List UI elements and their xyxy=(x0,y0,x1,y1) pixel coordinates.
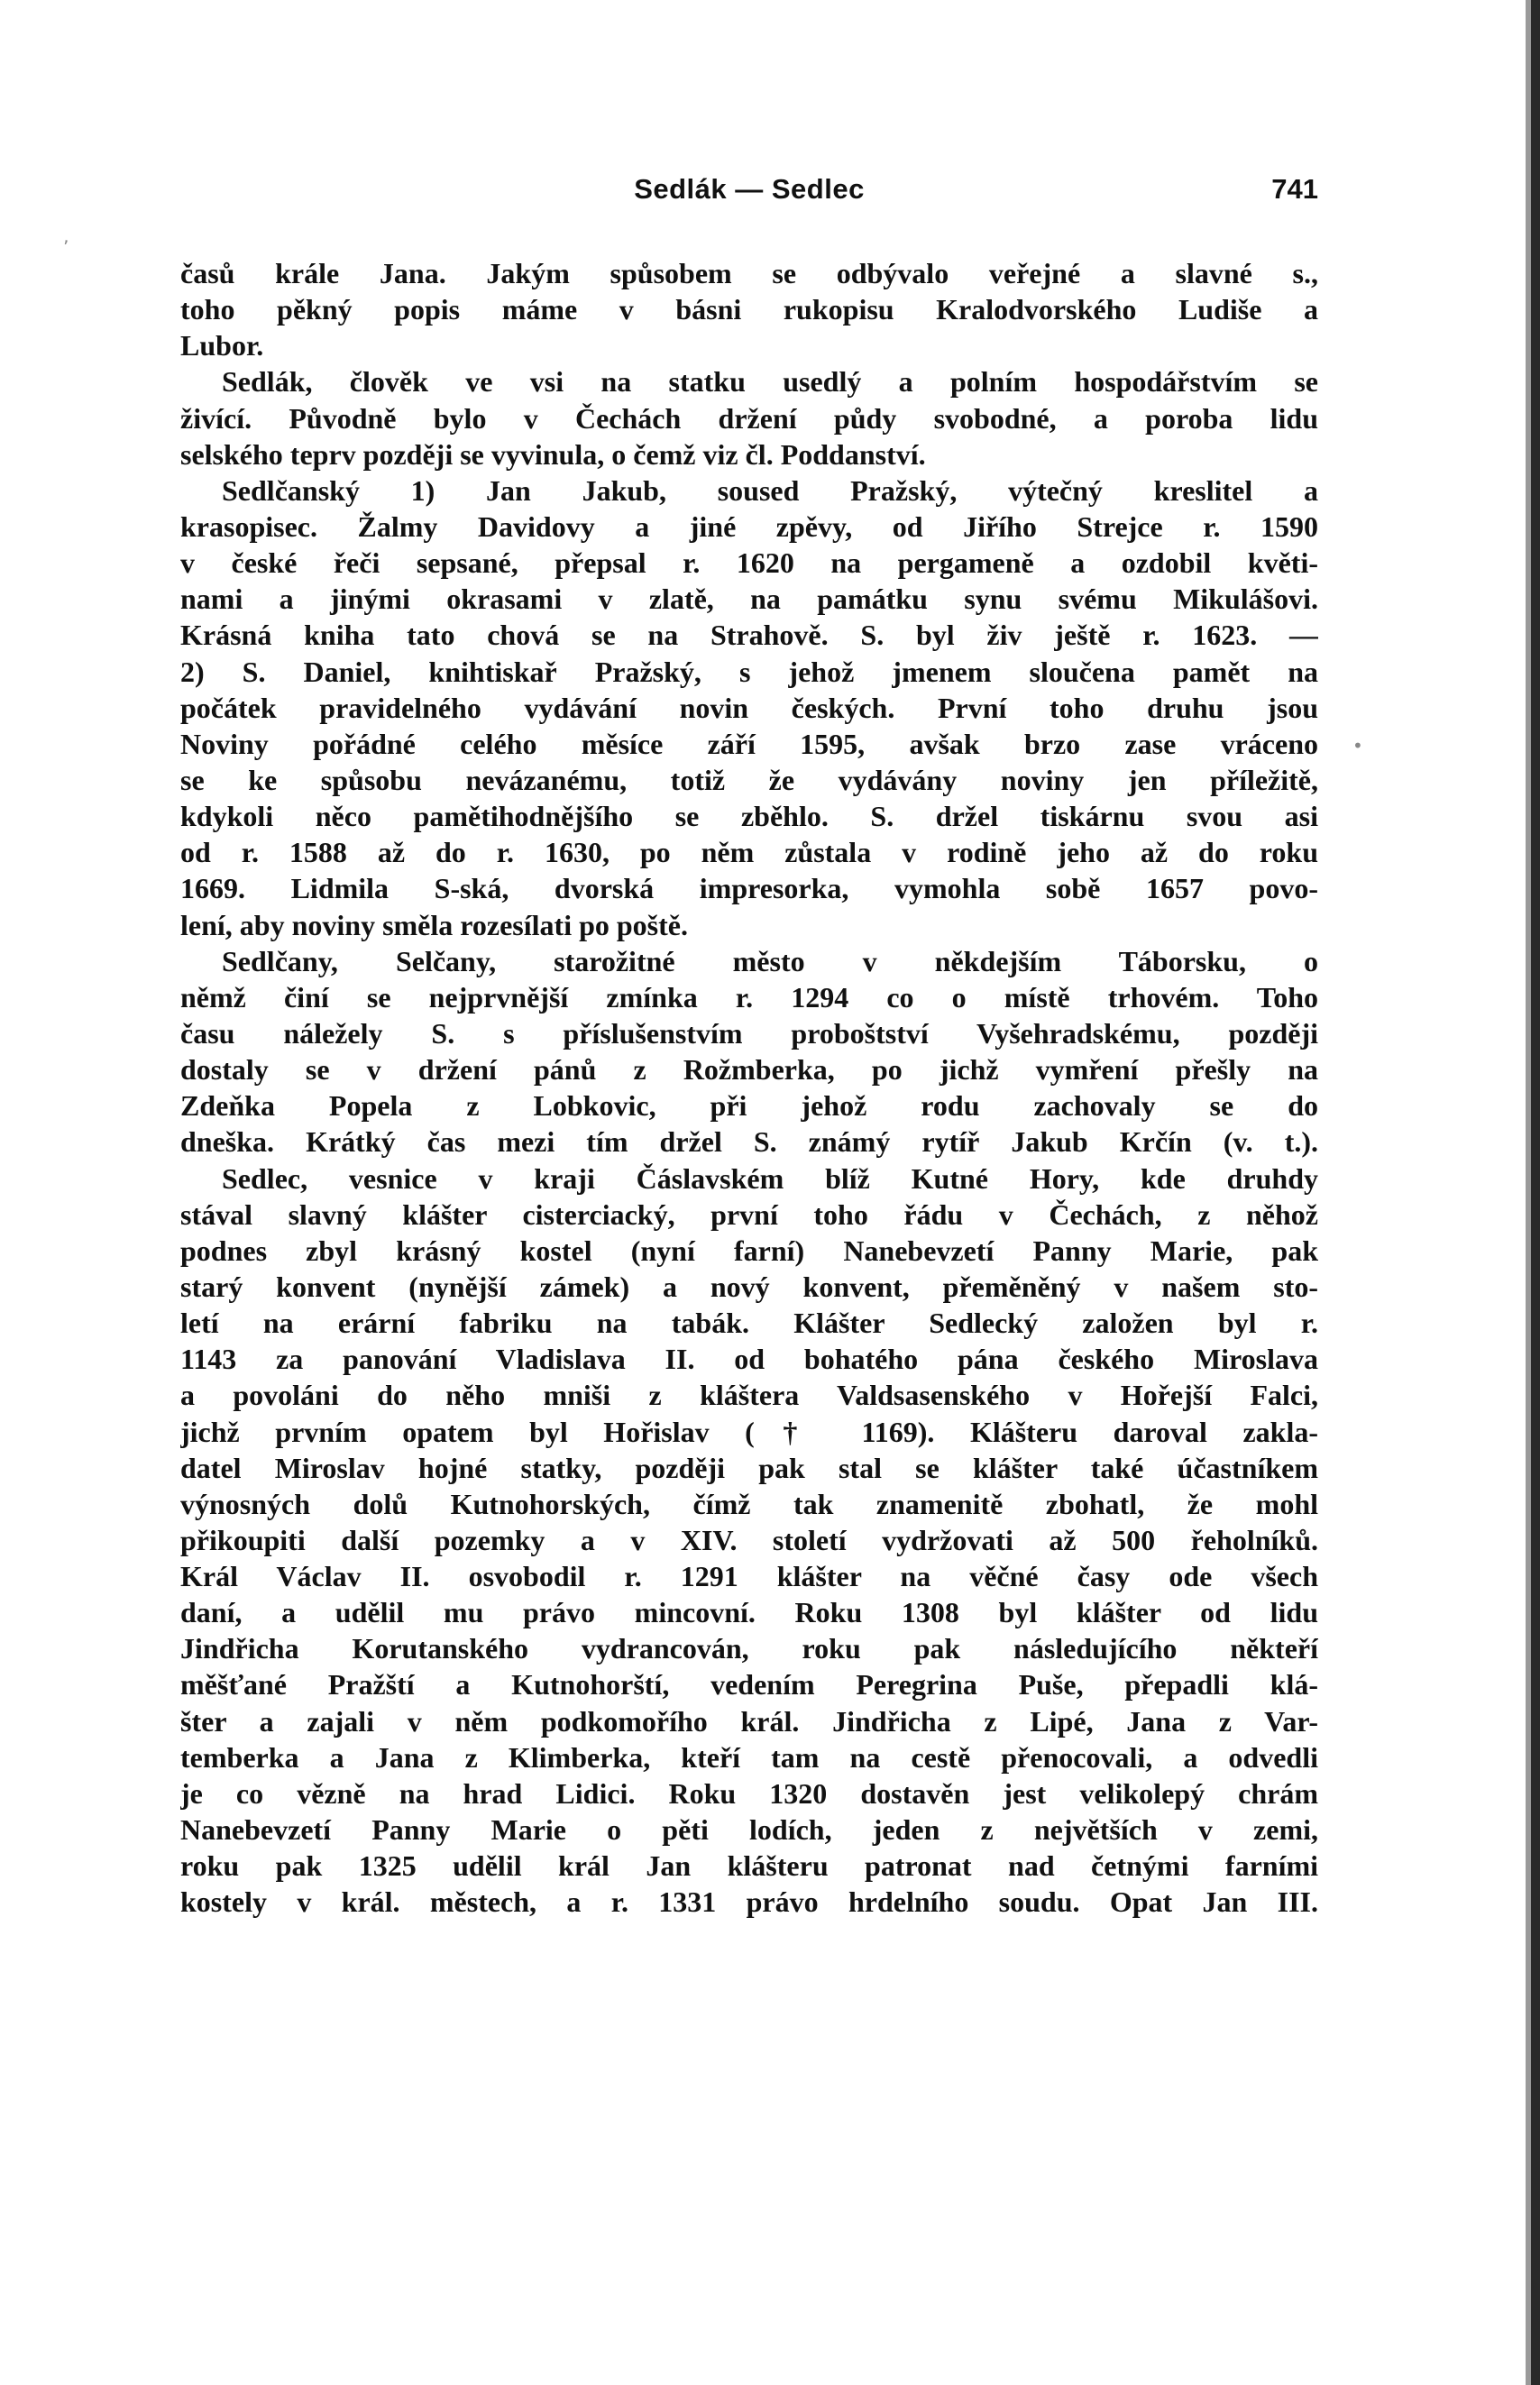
text-line: živící. Původně bylo v Čechách držení půdy svobodné, a poroba lidu xyxy=(180,401,1318,435)
text-line: daní, a udělil mu právo mincovní. Roku 1308 byl klášter od lidu xyxy=(180,1596,1318,1629)
page-header xyxy=(180,173,1318,209)
text-line: počátek pravidelného vydávání novin českých. První toho druhu jsou xyxy=(180,691,1318,724)
entry-headline-sedlak: Sedlák, člověk ve vsi na statku usedlý a polním hospodářstvím se xyxy=(222,365,1318,399)
text-line: Lubor. xyxy=(180,329,264,362)
text-line: času náležely S. s příslušenstvím proboštství Vyšehradskému, později xyxy=(180,1016,1318,1050)
text-line: selského teprv později se vyvinula, o čemž viz čl. Poddanství. xyxy=(180,437,926,471)
text-line: jichž prvním opatem byl Hořislav († 1169). Klášteru daroval zakla- xyxy=(180,1415,1318,1448)
text-line: šter a zajali v něm podkomořího král. Jindřicha z Lipé, Jana z Var- xyxy=(180,1704,1318,1738)
body-text xyxy=(180,255,1318,1920)
entry-headline-sedlec: Sedlec, vesnice v kraji Čáslavském blíž Kutné Hory, kde druhdy xyxy=(222,1161,1318,1195)
text-line: lení, aby noviny směla rozesílati po poště. xyxy=(180,908,688,941)
text-line: Nanebevzetí Panny Marie o pěti lodích, jeden z největších v zemi, xyxy=(180,1813,1318,1847)
text-line: Noviny pořádné celého měsíce září 1595, avšak brzo zase vráceno xyxy=(180,727,1318,760)
text-line: měšťané Pražští a Kutnohorští, vedením Peregrina Puše, přepadli klá- xyxy=(180,1668,1318,1702)
text-line: 1143 za panování Vladislava II. od bohatého pána českého Miroslava xyxy=(180,1343,1318,1376)
text-line: výnosných dolů Kutnohorských, čímž tak znamenitě zbohatl, že mohl xyxy=(180,1487,1318,1520)
entry-headline-sedlcansky: Sedlčanský 1) Jan Jakub, soused Pražský, výtečný kreslitel a xyxy=(222,473,1318,507)
text-line: němž činí se nejprvnější zmínka r. 1294 co o místě trhovém. Toho xyxy=(180,980,1318,1014)
running-title: Sedlák — Sedlec xyxy=(634,173,865,205)
text-line: roku pak 1325 udělil král Jan klášteru patronat nad četnými farními xyxy=(180,1849,1318,1883)
text-line: Krásná kniha tato chová se na Strahově. S. byl živ ještě r. 1623. — xyxy=(180,619,1318,652)
text-line: Král Václav II. osvobodil r. 1291 klášter na věčné časy ode všech xyxy=(180,1560,1318,1593)
page-edge-border xyxy=(1531,0,1540,2385)
entry-headline-sedlcany: Sedlčany, Selčany, starožitné město v někdejším Táborsku, o xyxy=(222,944,1318,977)
text-line: 1669. Lidmila S-ská, dvorská impresorka, vymohla sobě 1657 povo- xyxy=(180,872,1318,905)
text-line: krasopisec. Žalmy Davidovy a jiné zpěvy, od Jiřího Strejce r. 1590 xyxy=(180,509,1318,543)
text-line: kostely v král. městech, a r. 1331 právo hrdelního soudu. Opat Jan III. xyxy=(180,1885,1318,1919)
text-line: od r. 1588 až do r. 1630, po něm zůstala v rodině jeho až do roku xyxy=(180,836,1318,869)
text-line: stával slavný klášter cisterciacký, první toho řádu v Čechách, z něhož xyxy=(180,1197,1318,1231)
text-line: dostaly se v držení pánů z Rožmberka, po jichž vymření přešly na xyxy=(180,1053,1318,1087)
text-line: toho pěkný popis máme v básni rukopisu Kralodvorského Ludiše a xyxy=(180,293,1318,326)
text-line: časů krále Jana. Jakým spůsobem se odbývalo veřejné a slavné s., xyxy=(180,257,1318,289)
text-line: je co vězně na hrad Lidici. Roku 1320 dostavěn jest velikolepý chrám xyxy=(180,1776,1318,1810)
text-line: Zdeňka Popela z Lobkovic, při jehož rodu zachovaly se do xyxy=(180,1089,1318,1123)
text-line: podnes zbyl krásný kostel (nyní farní) Nanebevzetí Panny Marie, pak xyxy=(180,1234,1318,1267)
text-line: v české řeči sepsané, přepsal r. 1620 na pergameně a ozdobil květi- xyxy=(180,546,1318,580)
text-line: přikoupiti další pozemky a v XIV. století vydržovati až 500 řeholníků. xyxy=(180,1523,1318,1556)
text-line: 2) S. Daniel, knihtiskař Pražský, s jehož jmenem sloučena pamět na xyxy=(180,655,1318,688)
margin-dot-mark: • xyxy=(1352,735,1363,757)
text-line: nami a jinými okrasami v zlatě, na památku synu svému Mikulášovi. xyxy=(180,582,1318,616)
text-line: se ke spůsobu nevázanému, totiž že vydávány noviny jen příležitě, xyxy=(180,763,1318,796)
text-line: letí na erární fabriku na tabák. Klášter Sedlecký založen byl r. xyxy=(180,1307,1318,1340)
text-line: dneška. Krátký čas mezi tím držel S. známý rytíř Jakub Krčín (v. t.). xyxy=(180,1125,1318,1159)
text-line: Jindřicha Korutanského vydrancován, roku pak následujícího někteří xyxy=(180,1632,1318,1665)
text-line: starý konvent (nynější zámek) a nový konvent, přeměněný v našem sto- xyxy=(180,1270,1318,1303)
text-line: kdykoli něco pamětihodnějšího se zběhlo. S. držel tiskárnu svou asi xyxy=(180,800,1318,833)
text-line: datel Miroslav hojné statky, později pak stal se klášter také účastníkem xyxy=(180,1451,1318,1484)
page-number: 741 xyxy=(1271,173,1318,205)
margin-tick-mark: ٬ xyxy=(63,236,69,258)
text-line: a povoláni do něho mniši z kláštera Valdsasenského v Hořejší Falci, xyxy=(180,1379,1318,1412)
text-line: temberka a Jana z Klimberka, kteří tam na cestě přenocovali, a odvedli xyxy=(180,1740,1318,1774)
